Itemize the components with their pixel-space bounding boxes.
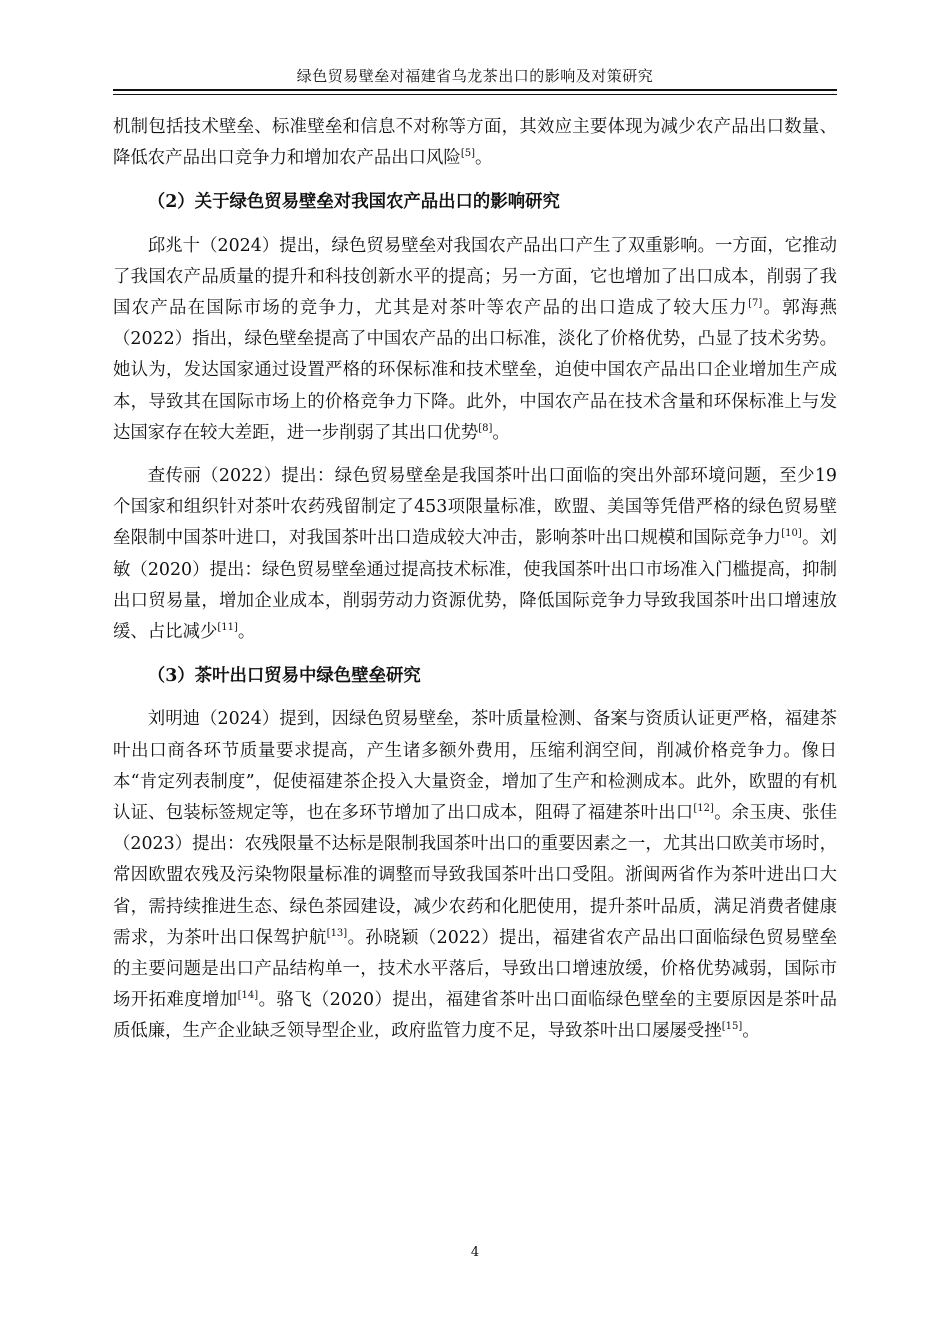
paragraph-text: 。孙晓颖（2022）提出，福建省农产品出口面临绿色贸易壁垒的主要问题是出口产品结构单一，技术水平落后，导致出口增速放缓，价格优势减弱，国际市场开拓难度增加 xyxy=(113,927,837,1011)
paragraph-text: 。 xyxy=(742,1021,760,1042)
body-text xyxy=(113,112,837,1048)
paragraph-text: 机制包括技术壁垒、标准壁垒和信息不对称等方面，其效应主要体现为减少农产品出口数量、降低农产品出口竞争力和增加农产品出口风险 xyxy=(113,117,837,169)
paragraph-text: 邱兆十（2024）提出，绿色贸易壁垒对我国农产品出口产生了双重影响。一方面，它推动了我国农产品质量的提升和科技创新水平的提高；另一方面，它也增加了出口成本，削弱了我国农产品在国际市场的竞争力，尤其是对茶叶等农产品的出口造成了较大压力 xyxy=(113,235,837,319)
paragraph-text: 。 xyxy=(237,622,256,643)
paragraph-qiu-guo xyxy=(113,231,837,449)
citation-ref: [8] xyxy=(478,422,493,434)
paragraph-text: 。 xyxy=(475,148,493,169)
paragraph-mechanism xyxy=(113,112,837,174)
citation-ref: [14] xyxy=(237,990,259,1002)
section-heading-3: （3）茶叶出口贸易中绿色壁垒研究 xyxy=(147,666,421,687)
page-number: 4 xyxy=(470,1245,480,1260)
paragraph-text: 。郭海燕（2022）指出，绿色壁垒提高了中国农产品的出口标准，淡化了价格优势，凸显了技术劣势。她认为，发达国家通过设置严格的环保标准和技术壁垒，迫使中国农产品出口企业增加生产成本，导致其在国际市场上的价格竞争力下降。此外，中国农产品在技术含量和环保标准上与发达国家存在较大差距，进一步削弱了其出口优势 xyxy=(113,298,837,443)
header-rule-thick xyxy=(113,89,837,91)
citation-ref: [12] xyxy=(693,803,714,815)
paragraph-text: 查传丽（2022）提出：绿色贸易壁垒是我国茶叶出口面临的突出外部环境问题，至少19个国家和组织针对茶叶农药残留制定了453项限量标准，欧盟、美国等凭借严格的绿色贸易壁垒限制中国茶叶进口，对我国茶叶出口造成较大冲击，影响茶叶出口规模和国际竞争力 xyxy=(113,466,837,549)
citation-ref: [10] xyxy=(781,528,802,540)
citation-ref: [7] xyxy=(748,298,763,310)
paragraph-tea-export-barriers xyxy=(113,704,837,1047)
header-rule-thin xyxy=(113,94,837,95)
paragraph-text: 。 xyxy=(492,422,510,443)
paragraph-text: 。余玉庚、张佳（2023）提出：农残限量不达标是限制我国茶叶出口的重要因素之一，尤其出口欧美市场时，常因欧盟农残及污染物限量标准的调整而导致我国茶叶出口受阻。浙闽两省作为茶叶进出口大省，需持续推进生态、绿色茶园建设，减少农药和化肥使用，提升茶叶品质，满足消费者健康需求，为茶叶出口保驾护航 xyxy=(113,803,837,948)
section-heading-2: （2）关于绿色贸易壁垒对我国农产品出口的影响研究 xyxy=(147,192,560,213)
running-header: 绿色贸易壁垒对福建省乌龙茶出口的影响及对策研究 xyxy=(296,67,654,85)
citation-ref: [5] xyxy=(460,148,475,160)
citation-ref: [13] xyxy=(326,927,348,939)
paragraph-text: 。刘敏（2020）提出：绿色贸易壁垒通过提高技术标准，使我国茶叶出口市场准入门槛提高，抑制出口贸易量，增加企业成本，削弱劳动力资源优势，降低国际竞争力导致我国茶叶出口增速放缓、占比减少 xyxy=(113,528,837,643)
citation-ref: [15] xyxy=(721,1021,743,1033)
paragraph-text: 。骆飞（2020）提出，福建省茶叶出口面临绿色壁垒的主要原因是茶叶品质低廉，生产企业缺乏领导型企业，政府监管力度不足，导致茶叶出口屡屡受挫 xyxy=(113,990,837,1042)
paragraph-zha-liu xyxy=(113,461,837,648)
paragraph-text: 刘明迪（2024）提到，因绿色贸易壁垒，茶叶质量检测、备案与资质认证更严格，福建茶叶出口商各环节质量要求提高，产生诸多额外费用，压缩利润空间，削减价格竞争力。像日本“肯定列表制度”，促使福建茶企投入大量资金，增加了生产和检测成本。此外，欧盟的有机认证、包装标签规定等，也在多环节增加了出口成本，阻碍了福建茶叶出口 xyxy=(113,709,837,824)
citation-ref: [11] xyxy=(217,622,238,634)
